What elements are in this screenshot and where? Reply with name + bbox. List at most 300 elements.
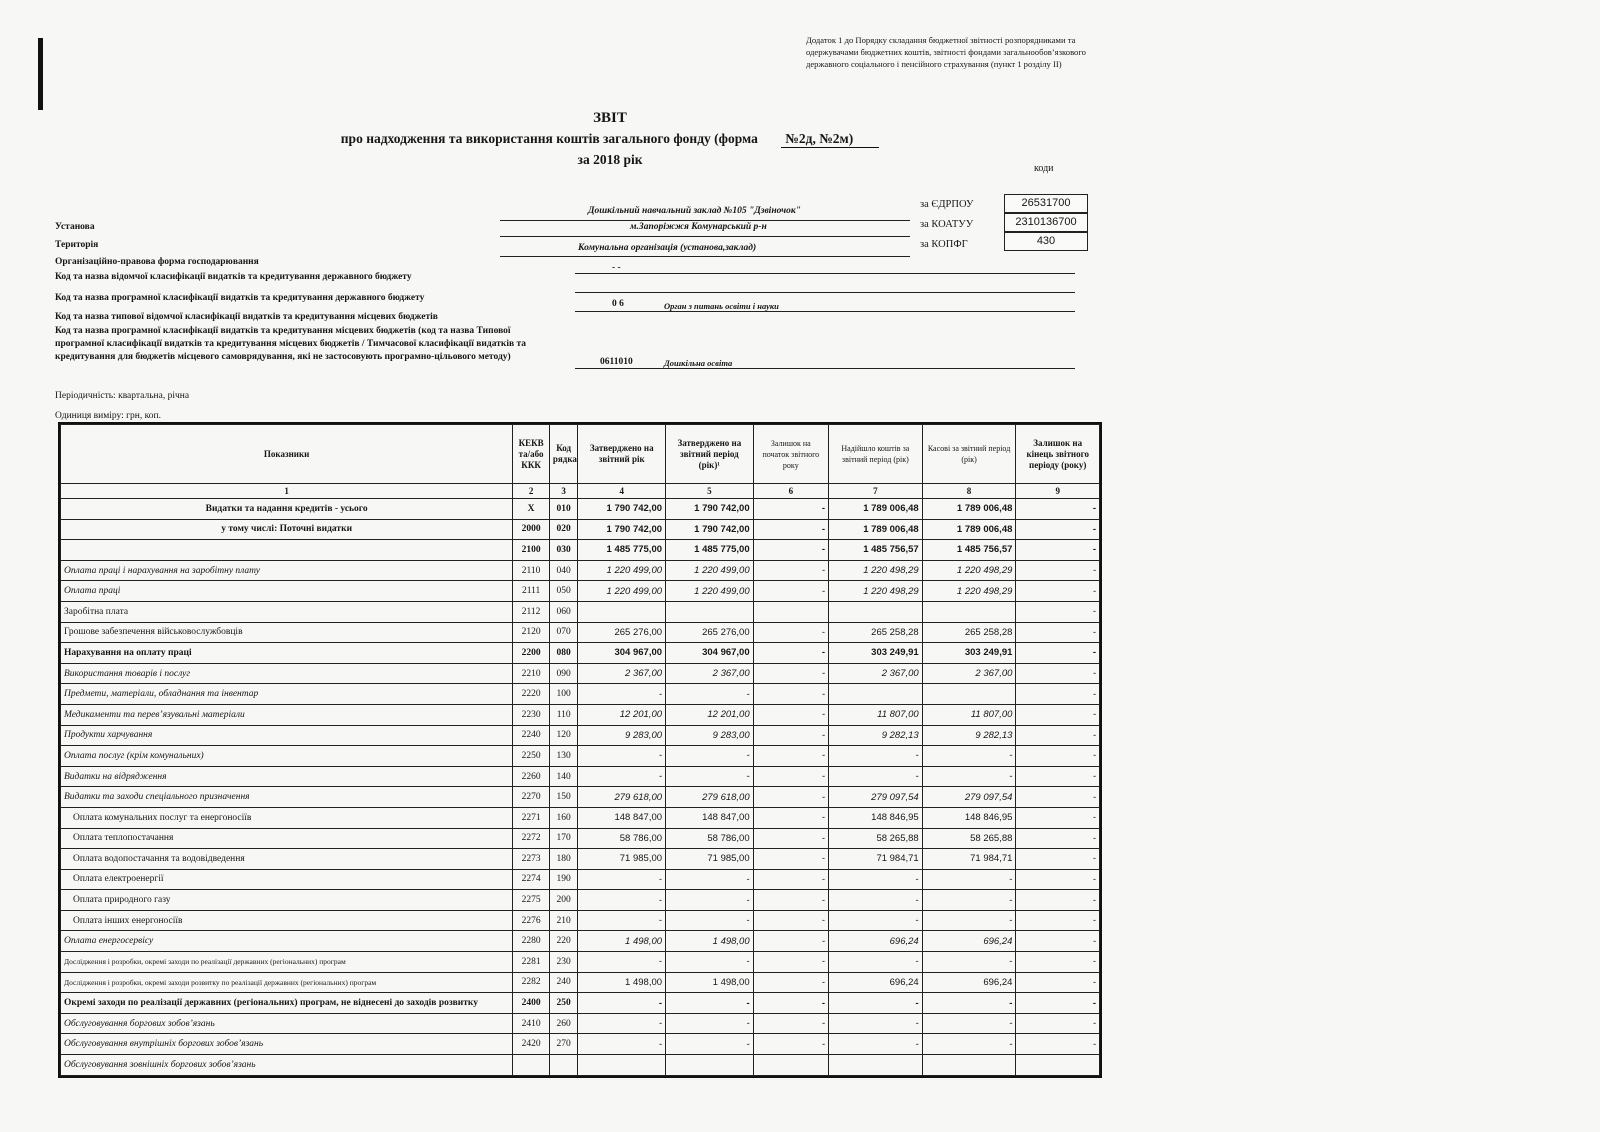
row-value-col-8: 1 789 006,48 [922,519,1016,540]
row-value-col-7: - [829,1034,923,1055]
row-kekv: 2271 [513,807,550,828]
row-value-col-9: - [1016,993,1100,1014]
row-value-col-7 [829,1055,923,1076]
row-value-col-9: - [1016,581,1100,602]
column-number: 3 [549,484,578,499]
row-kekv: 2112 [513,601,550,622]
col-header-opening-balance: Залишок на початок звітного року [753,425,828,484]
table-row [61,519,1100,540]
row-value-col-7 [829,684,923,705]
table-row [61,1055,1100,1076]
row-value-col-9: - [1016,684,1100,705]
row-code [549,1055,578,1076]
row-indicator-name: Обслуговування боргових зобов’язань [61,1013,513,1034]
row-value-col-9: - [1016,849,1100,870]
row-code: 230 [549,952,578,973]
row-kekv: 2273 [513,849,550,870]
row-value-col-5: 2 367,00 [666,663,754,684]
row-code: 060 [549,601,578,622]
row-value-col-8: 265 258,28 [922,622,1016,643]
row-kekv: 2240 [513,725,550,746]
row-value-col-8 [922,1055,1016,1076]
row-code: 200 [549,890,578,911]
row-value-col-9: - [1016,601,1100,622]
row-value-col-4: 148 847,00 [578,807,666,828]
koatuu-code: 2310136700 [1004,213,1088,232]
col-header-closing-balance: Залишок на кінець звітного періоду (року) [1016,425,1100,484]
row-code: 080 [549,643,578,664]
table-row [61,622,1100,643]
row-value-col-5: - [666,684,754,705]
row-code: 090 [549,663,578,684]
table-row [61,890,1100,911]
row-value-col-7: 71 984,71 [829,849,923,870]
row-code: 050 [549,581,578,602]
typical-dept-label: Код та назва типової відомчої класифікації видатків та кредитування місцевих бюджетів [55,312,438,322]
row-value-col-9: - [1016,890,1100,911]
row-kekv: 2260 [513,766,550,787]
row-value-col-8: 1 485 756,57 [922,540,1016,561]
dept-class-line [575,273,1075,274]
dept-class-label: Код та назва відомчої класифікації видатків та кредитування державного бюджету [55,272,412,282]
row-indicator-name: Оплата інших енергоносіїв [61,910,513,931]
row-value-col-4 [578,601,666,622]
row-value-col-7: - [829,1013,923,1034]
row-indicator-name: Видатки на відрядження [61,766,513,787]
kopfg-code: 430 [1004,232,1088,251]
row-indicator-name: Оплата енергосервісу [61,931,513,952]
row-value-col-7 [829,601,923,622]
form-number: №2д, №2м) [781,131,879,148]
column-number: 9 [1016,484,1100,499]
row-value-col-6: - [753,704,828,725]
row-value-col-4: 12 201,00 [578,704,666,725]
row-value-col-7: - [829,952,923,973]
row-value-col-4: - [578,746,666,767]
row-indicator-name: Грошове забезпечення військовослужбовців [61,622,513,643]
row-kekv: 2100 [513,540,550,561]
row-value-col-4: 2 367,00 [578,663,666,684]
row-value-col-4: 1 498,00 [578,931,666,952]
row-value-col-4: 58 786,00 [578,828,666,849]
row-code: 010 [549,499,578,520]
row-value-col-8: - [922,910,1016,931]
row-value-col-6: - [753,869,828,890]
table-row [61,952,1100,973]
row-value-col-5: 1 790 742,00 [666,519,754,540]
row-value-col-8: 71 984,71 [922,849,1016,870]
row-value-col-9: - [1016,643,1100,664]
table-row [61,993,1100,1014]
row-kekv: 2210 [513,663,550,684]
row-value-col-4 [578,1055,666,1076]
row-value-col-5: 1 485 775,00 [666,540,754,561]
row-indicator-name: Продукти харчування [61,725,513,746]
row-value-col-7: 303 249,91 [829,643,923,664]
row-kekv: 2110 [513,560,550,581]
row-value-col-7: - [829,746,923,767]
org-form-value: Комунальна організація (установа,заклад) [578,243,757,253]
row-value-col-8: 11 807,00 [922,704,1016,725]
row-kekv: 2000 [513,519,550,540]
column-number: 8 [922,484,1016,499]
row-code: 140 [549,766,578,787]
row-value-col-7: 696,24 [829,972,923,993]
row-indicator-name: Нарахування на оплату праці [61,643,513,664]
row-code: 110 [549,704,578,725]
col-header-kekv: КЕКВ та/або ККК [513,425,550,484]
row-value-col-9: - [1016,910,1100,931]
row-value-col-8: - [922,766,1016,787]
row-value-col-4: 1 220 499,00 [578,560,666,581]
row-code: 220 [549,931,578,952]
row-value-col-8: 696,24 [922,931,1016,952]
row-value-col-7: 696,24 [829,931,923,952]
row-value-col-8: 1 789 006,48 [922,499,1016,520]
row-value-col-7: 1 220 498,29 [829,581,923,602]
row-value-col-6: - [753,622,828,643]
col-header-received: Надійшло коштів за звітний період (рік) [829,425,923,484]
row-kekv: 2274 [513,869,550,890]
row-value-col-9: - [1016,1034,1100,1055]
unit-label: Одиниця виміру: грн, коп. [55,411,161,421]
row-value-col-4: 304 967,00 [578,643,666,664]
row-value-col-6: - [753,560,828,581]
territory-value: м.Запоріжжя Комунарський р-н [630,222,767,232]
codes-caption: коди [1034,163,1054,174]
row-kekv: 2280 [513,931,550,952]
table-row [61,704,1100,725]
row-value-col-6: - [753,910,828,931]
row-value-col-8: - [922,890,1016,911]
report-table [58,422,1102,1078]
row-indicator-name: Обслуговування внутрішніх боргових зобов’язань [61,1034,513,1055]
row-value-col-7: 58 265,88 [829,828,923,849]
local-prog-name: Дошкільна освіта [664,358,733,368]
row-value-col-4: 279 618,00 [578,787,666,808]
row-value-col-9: - [1016,952,1100,973]
typical-dept-code: 0 6 [612,299,624,309]
report-subtitle-text: про надходження та використання коштів загального фонду (форма [340,131,758,146]
row-code: 250 [549,993,578,1014]
row-value-col-7: 279 097,54 [829,787,923,808]
row-value-col-6: - [753,828,828,849]
row-kekv: X [513,499,550,520]
row-value-col-5: 9 283,00 [666,725,754,746]
row-value-col-6: - [753,931,828,952]
koatuu-label: за КОАТУУ [920,219,974,230]
local-prog-line [575,368,1075,369]
row-value-col-4: - [578,1013,666,1034]
row-value-col-9: - [1016,663,1100,684]
row-value-col-6: - [753,519,828,540]
row-value-col-4: 1 790 742,00 [578,519,666,540]
row-indicator-name [61,540,513,561]
row-value-col-5: 279 618,00 [666,787,754,808]
row-value-col-6: - [753,684,828,705]
row-value-col-6: - [753,643,828,664]
row-value-col-5: 1 498,00 [666,931,754,952]
table-row [61,601,1100,622]
row-value-col-9: - [1016,787,1100,808]
row-value-col-6: - [753,1013,828,1034]
row-value-col-9: - [1016,519,1100,540]
row-indicator-name: Медикаменти та перев’язувальні матеріали [61,704,513,725]
institution-value: Дошкільний навчальний заклад №105 "Дзвіночок" [588,206,801,216]
row-value-col-5: 1 790 742,00 [666,499,754,520]
row-value-col-5: - [666,952,754,973]
institution-line [500,220,910,221]
row-code: 160 [549,807,578,828]
table-row [61,746,1100,767]
row-value-col-8: 9 282,13 [922,725,1016,746]
row-value-col-5: - [666,746,754,767]
territory-label: Територія [55,240,99,250]
table-row [61,910,1100,931]
column-number: 4 [578,484,666,499]
row-value-col-6: - [753,993,828,1014]
row-value-col-9: - [1016,622,1100,643]
row-value-col-8: - [922,993,1016,1014]
row-code: 130 [549,746,578,767]
row-code: 180 [549,849,578,870]
row-value-col-6: - [753,1034,828,1055]
row-value-col-6: - [753,972,828,993]
row-value-col-5: 1 498,00 [666,972,754,993]
row-value-col-8: - [922,746,1016,767]
row-indicator-name: Предмети, матеріали, обладнання та інвентар [61,684,513,705]
row-indicator-name: Окремі заходи по реалізації державних (регіональних) програм, не віднесені до заходів розвитку [61,993,513,1014]
row-kekv: 2410 [513,1013,550,1034]
row-value-col-5: - [666,890,754,911]
table-row [61,931,1100,952]
org-form-line [500,256,910,257]
row-value-col-5: 58 786,00 [666,828,754,849]
row-value-col-9: - [1016,704,1100,725]
table-row [61,643,1100,664]
edrpou-label: за ЄДРПОУ [920,199,974,210]
row-indicator-name: Дослідження і розробки, окремі заходи розвитку по реалізації державних (регіональних) програм [61,972,513,993]
row-value-col-9: - [1016,766,1100,787]
row-value-col-5: 71 985,00 [666,849,754,870]
row-value-col-7: 1 789 006,48 [829,519,923,540]
row-value-col-4: 265 276,00 [578,622,666,643]
report-title-block [280,110,940,168]
row-value-col-8: 1 220 498,29 [922,560,1016,581]
row-value-col-4: - [578,1034,666,1055]
scan-artifact-mark [38,38,43,110]
row-value-col-8: 1 220 498,29 [922,581,1016,602]
table-row [61,828,1100,849]
column-number: 2 [513,484,550,499]
report-year: за 2018 рік [577,152,643,167]
local-prog-code: 0611010 [600,357,633,367]
col-header-indicators: Показники [61,425,513,484]
prog-class-line [575,292,1075,293]
row-value-col-5: - [666,1034,754,1055]
row-kekv: 2282 [513,972,550,993]
row-value-col-8 [922,601,1016,622]
row-value-col-7: 1 789 006,48 [829,499,923,520]
row-kekv: 2120 [513,622,550,643]
table-row [61,1013,1100,1034]
row-kekv: 2400 [513,993,550,1014]
row-value-col-5: - [666,993,754,1014]
row-value-col-8: 148 846,95 [922,807,1016,828]
row-value-col-4: - [578,910,666,931]
row-value-col-6 [753,1055,828,1076]
row-value-col-8 [922,684,1016,705]
territory-line [500,236,910,237]
row-value-col-9: - [1016,1013,1100,1034]
row-value-col-7: 148 846,95 [829,807,923,828]
table-row [61,560,1100,581]
row-value-col-9: - [1016,869,1100,890]
row-value-col-7: 1 220 498,29 [829,560,923,581]
row-value-col-7: 2 367,00 [829,663,923,684]
report-title: ЗВІТ [593,110,627,126]
row-value-col-8: 2 367,00 [922,663,1016,684]
kopfg-label: за КОПФГ [920,239,968,250]
row-value-col-6: - [753,663,828,684]
row-value-col-9: - [1016,499,1100,520]
table-row [61,766,1100,787]
row-indicator-name: Дослідження і розробки, окремі заходи по реалізації державних (регіональних) програм [61,952,513,973]
row-value-col-6: - [753,540,828,561]
row-value-col-9: - [1016,746,1100,767]
row-value-col-6: - [753,746,828,767]
row-indicator-name: Оплата теплопостачання [61,828,513,849]
row-value-col-6: - [753,499,828,520]
table-row [61,807,1100,828]
report-subtitle [280,131,940,148]
row-value-col-6: - [753,766,828,787]
periodicity-label: Періодичність: квартальна, річна [55,391,190,401]
prog-class-label: Код та назва програмної класифікації видатків та кредитування державного бюджету [55,293,425,303]
row-value-col-8: 279 097,54 [922,787,1016,808]
table-row [61,972,1100,993]
row-indicator-name: Видатки та надання кредитів - усього [61,499,513,520]
row-value-col-5: - [666,869,754,890]
row-value-col-9: - [1016,931,1100,952]
table-row [61,684,1100,705]
row-value-col-9: - [1016,560,1100,581]
row-value-col-4: 1 498,00 [578,972,666,993]
row-code: 150 [549,787,578,808]
row-value-col-8: 58 265,88 [922,828,1016,849]
table-row [61,725,1100,746]
row-value-col-4: - [578,952,666,973]
row-value-col-4: 1 790 742,00 [578,499,666,520]
row-value-col-7: 11 807,00 [829,704,923,725]
institution-label: Установа [55,222,95,232]
row-kekv: 2420 [513,1034,550,1055]
row-value-col-7: - [829,910,923,931]
row-value-col-5 [666,601,754,622]
row-value-col-9 [1016,1055,1100,1076]
row-value-col-7: - [829,890,923,911]
row-value-col-8: 303 249,91 [922,643,1016,664]
row-value-col-4: - [578,890,666,911]
table-row [61,869,1100,890]
dept-class-value: - - [612,263,621,273]
row-value-col-6: - [753,725,828,746]
row-value-col-9: - [1016,807,1100,828]
row-indicator-name: Використання товарів і послуг [61,663,513,684]
row-value-col-4: - [578,993,666,1014]
edrpou-code: 26531700 [1004,194,1088,213]
table-row [61,540,1100,561]
row-value-col-6: - [753,952,828,973]
row-value-col-6: - [753,787,828,808]
col-header-cash-expenses: Касові за звітний період (рік) [922,425,1016,484]
row-code: 190 [549,869,578,890]
row-indicator-name: Оплата водопостачання та водовідведення [61,849,513,870]
row-value-col-5: 304 967,00 [666,643,754,664]
table-row [61,1034,1100,1055]
col-header-row-code: Код рядка [549,425,578,484]
row-value-col-6: - [753,890,828,911]
row-indicator-name: Оплата природного газу [61,890,513,911]
column-number: 1 [61,484,513,499]
row-code: 120 [549,725,578,746]
row-code: 260 [549,1013,578,1034]
row-value-col-4: 1 220 499,00 [578,581,666,602]
row-indicator-name: Оплата комунальних послуг та енергоносіїв [61,807,513,828]
row-value-col-9: - [1016,540,1100,561]
row-code: 030 [549,540,578,561]
row-value-col-4: 71 985,00 [578,849,666,870]
row-indicator-name: Оплата послуг (крім комунальних) [61,746,513,767]
col-header-approved-period: Затверджено на звітний період (рік)¹ [666,425,754,484]
row-value-col-5: 265 276,00 [666,622,754,643]
row-value-col-6 [753,601,828,622]
row-value-col-7: - [829,993,923,1014]
row-kekv: 2281 [513,952,550,973]
table-row [61,499,1100,520]
typical-dept-name: Орган з питань освіти і науки [664,301,779,311]
row-kekv: 2220 [513,684,550,705]
row-value-col-5: 1 220 499,00 [666,560,754,581]
row-indicator-name: Видатки та заходи спеціального призначення [61,787,513,808]
row-code: 240 [549,972,578,993]
row-value-col-8: 696,24 [922,972,1016,993]
col-header-approved-year: Затверджено на звітний рік [578,425,666,484]
column-number: 6 [753,484,828,499]
org-form-label: Організаційно-правова форма господарювання [55,257,259,267]
row-indicator-name: Оплата електроенергії [61,869,513,890]
row-value-col-8: - [922,869,1016,890]
table-row [61,663,1100,684]
row-indicator-name: Оплата праці [61,581,513,602]
row-value-col-4: - [578,766,666,787]
row-value-col-5: 1 220 499,00 [666,581,754,602]
column-number-row [61,484,1100,499]
row-value-col-6: - [753,807,828,828]
row-kekv: 2250 [513,746,550,767]
row-indicator-name: у тому числі: Поточні видатки [61,519,513,540]
row-value-col-7: - [829,869,923,890]
column-number: 5 [666,484,754,499]
row-value-col-9: - [1016,725,1100,746]
row-code: 020 [549,519,578,540]
row-indicator-name: Оплата праці і нарахування на заробітну плату [61,560,513,581]
row-value-col-9: - [1016,828,1100,849]
row-kekv: 2276 [513,910,550,931]
row-indicator-name: Обслуговування зовнішніх боргових зобов’язань [61,1055,513,1076]
table-header-row [61,425,1100,484]
row-value-col-8: - [922,1013,1016,1034]
